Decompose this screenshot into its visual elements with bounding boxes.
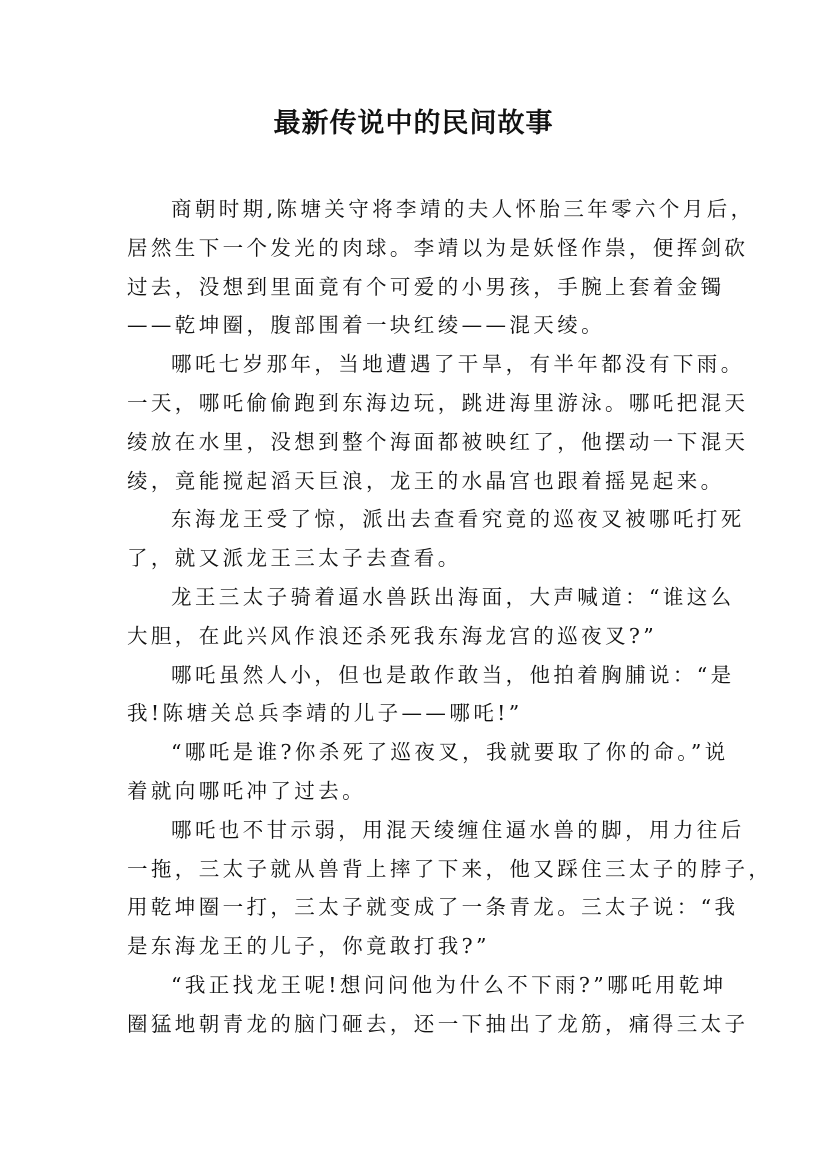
text-line: 一天，哪吒偷偷跑到东海边玩，跳进海里游泳。哪吒把混天 xyxy=(127,390,749,415)
text-line: 是东海龙王的儿子，你竟敢打我?” xyxy=(127,934,490,959)
text-line: “我正找龙王呢!想问问他为什么不下雨?”哪吒用乾坤 xyxy=(171,972,727,997)
text-line: 绫放在水里，没想到整个海面都被映红了，他摆动一下混天 xyxy=(127,429,749,454)
paragraph-1 xyxy=(127,190,755,345)
text-line: 东海龙王受了惊，派出去查看究竟的巡夜叉被哪吒打死 xyxy=(171,507,745,532)
text-line: ——乾坤圈，腹部围着一块红绫——混天绫。 xyxy=(127,313,605,338)
text-line: 用乾坤圈一打，三太子就变成了一条青龙。三太子说：“我 xyxy=(127,895,739,920)
text-line: 哪吒虽然人小，但也是敢作敢当，他拍着胸脯说：“是 xyxy=(171,662,735,687)
text-line: 居然生下一个发光的肉球。李靖以为是妖怪作祟，便挥剑砍 xyxy=(127,235,749,260)
paragraph-5 xyxy=(127,656,735,734)
text-line: 我!陈塘关总兵李靖的儿子——哪吒!” xyxy=(127,701,523,726)
text-line: 哪吒七岁那年，当地遭遇了干旱，有半年都没有下雨。 xyxy=(171,352,745,377)
text-line: 圈猛地朝青龙的脑门砸去，还一下抽出了龙筋，痛得三太子 xyxy=(127,1011,749,1036)
text-line: “哪吒是谁?你杀死了巡夜叉，我就要取了你的命。”说 xyxy=(171,740,729,765)
paragraph-2 xyxy=(127,345,749,500)
document-title: 最新传说中的民间故事 xyxy=(273,108,554,139)
paragraph-8 xyxy=(127,966,749,1044)
text-line: 哪吒也不甘示弱，用混天绫缠住逼水兽的脚，用力往后 xyxy=(171,817,745,842)
text-line: 龙王三太子骑着逼水兽跃出海面，大声喊道：“谁这么 xyxy=(171,584,735,609)
text-line: 一拖，三太子就从兽背上摔了下来，他又踩住三太子的脖子， xyxy=(127,856,773,881)
text-line: 绫，竟能搅起滔天巨浪，龙王的水晶宫也跟着摇晃起来。 xyxy=(127,468,725,493)
paragraph-7 xyxy=(127,811,773,966)
paragraph-3 xyxy=(127,500,745,578)
text-line: 了，就又派龙王三太子去查看。 xyxy=(127,546,462,571)
text-line: 过去，没想到里面竟有个可爱的小男孩，手腕上套着金镯 xyxy=(127,274,725,299)
text-line: 着就向哪吒冲了过去。 xyxy=(127,778,366,803)
text-line: 大胆，在此兴风作浪还杀死我东海龙宫的巡夜叉?” xyxy=(127,623,658,648)
paragraph-6 xyxy=(127,733,729,811)
paragraph-4 xyxy=(127,578,735,656)
text-line: 商朝时期,陈塘关守将李靖的夫人怀胎三年零六个月后， xyxy=(171,197,755,221)
document-body xyxy=(127,190,773,1044)
